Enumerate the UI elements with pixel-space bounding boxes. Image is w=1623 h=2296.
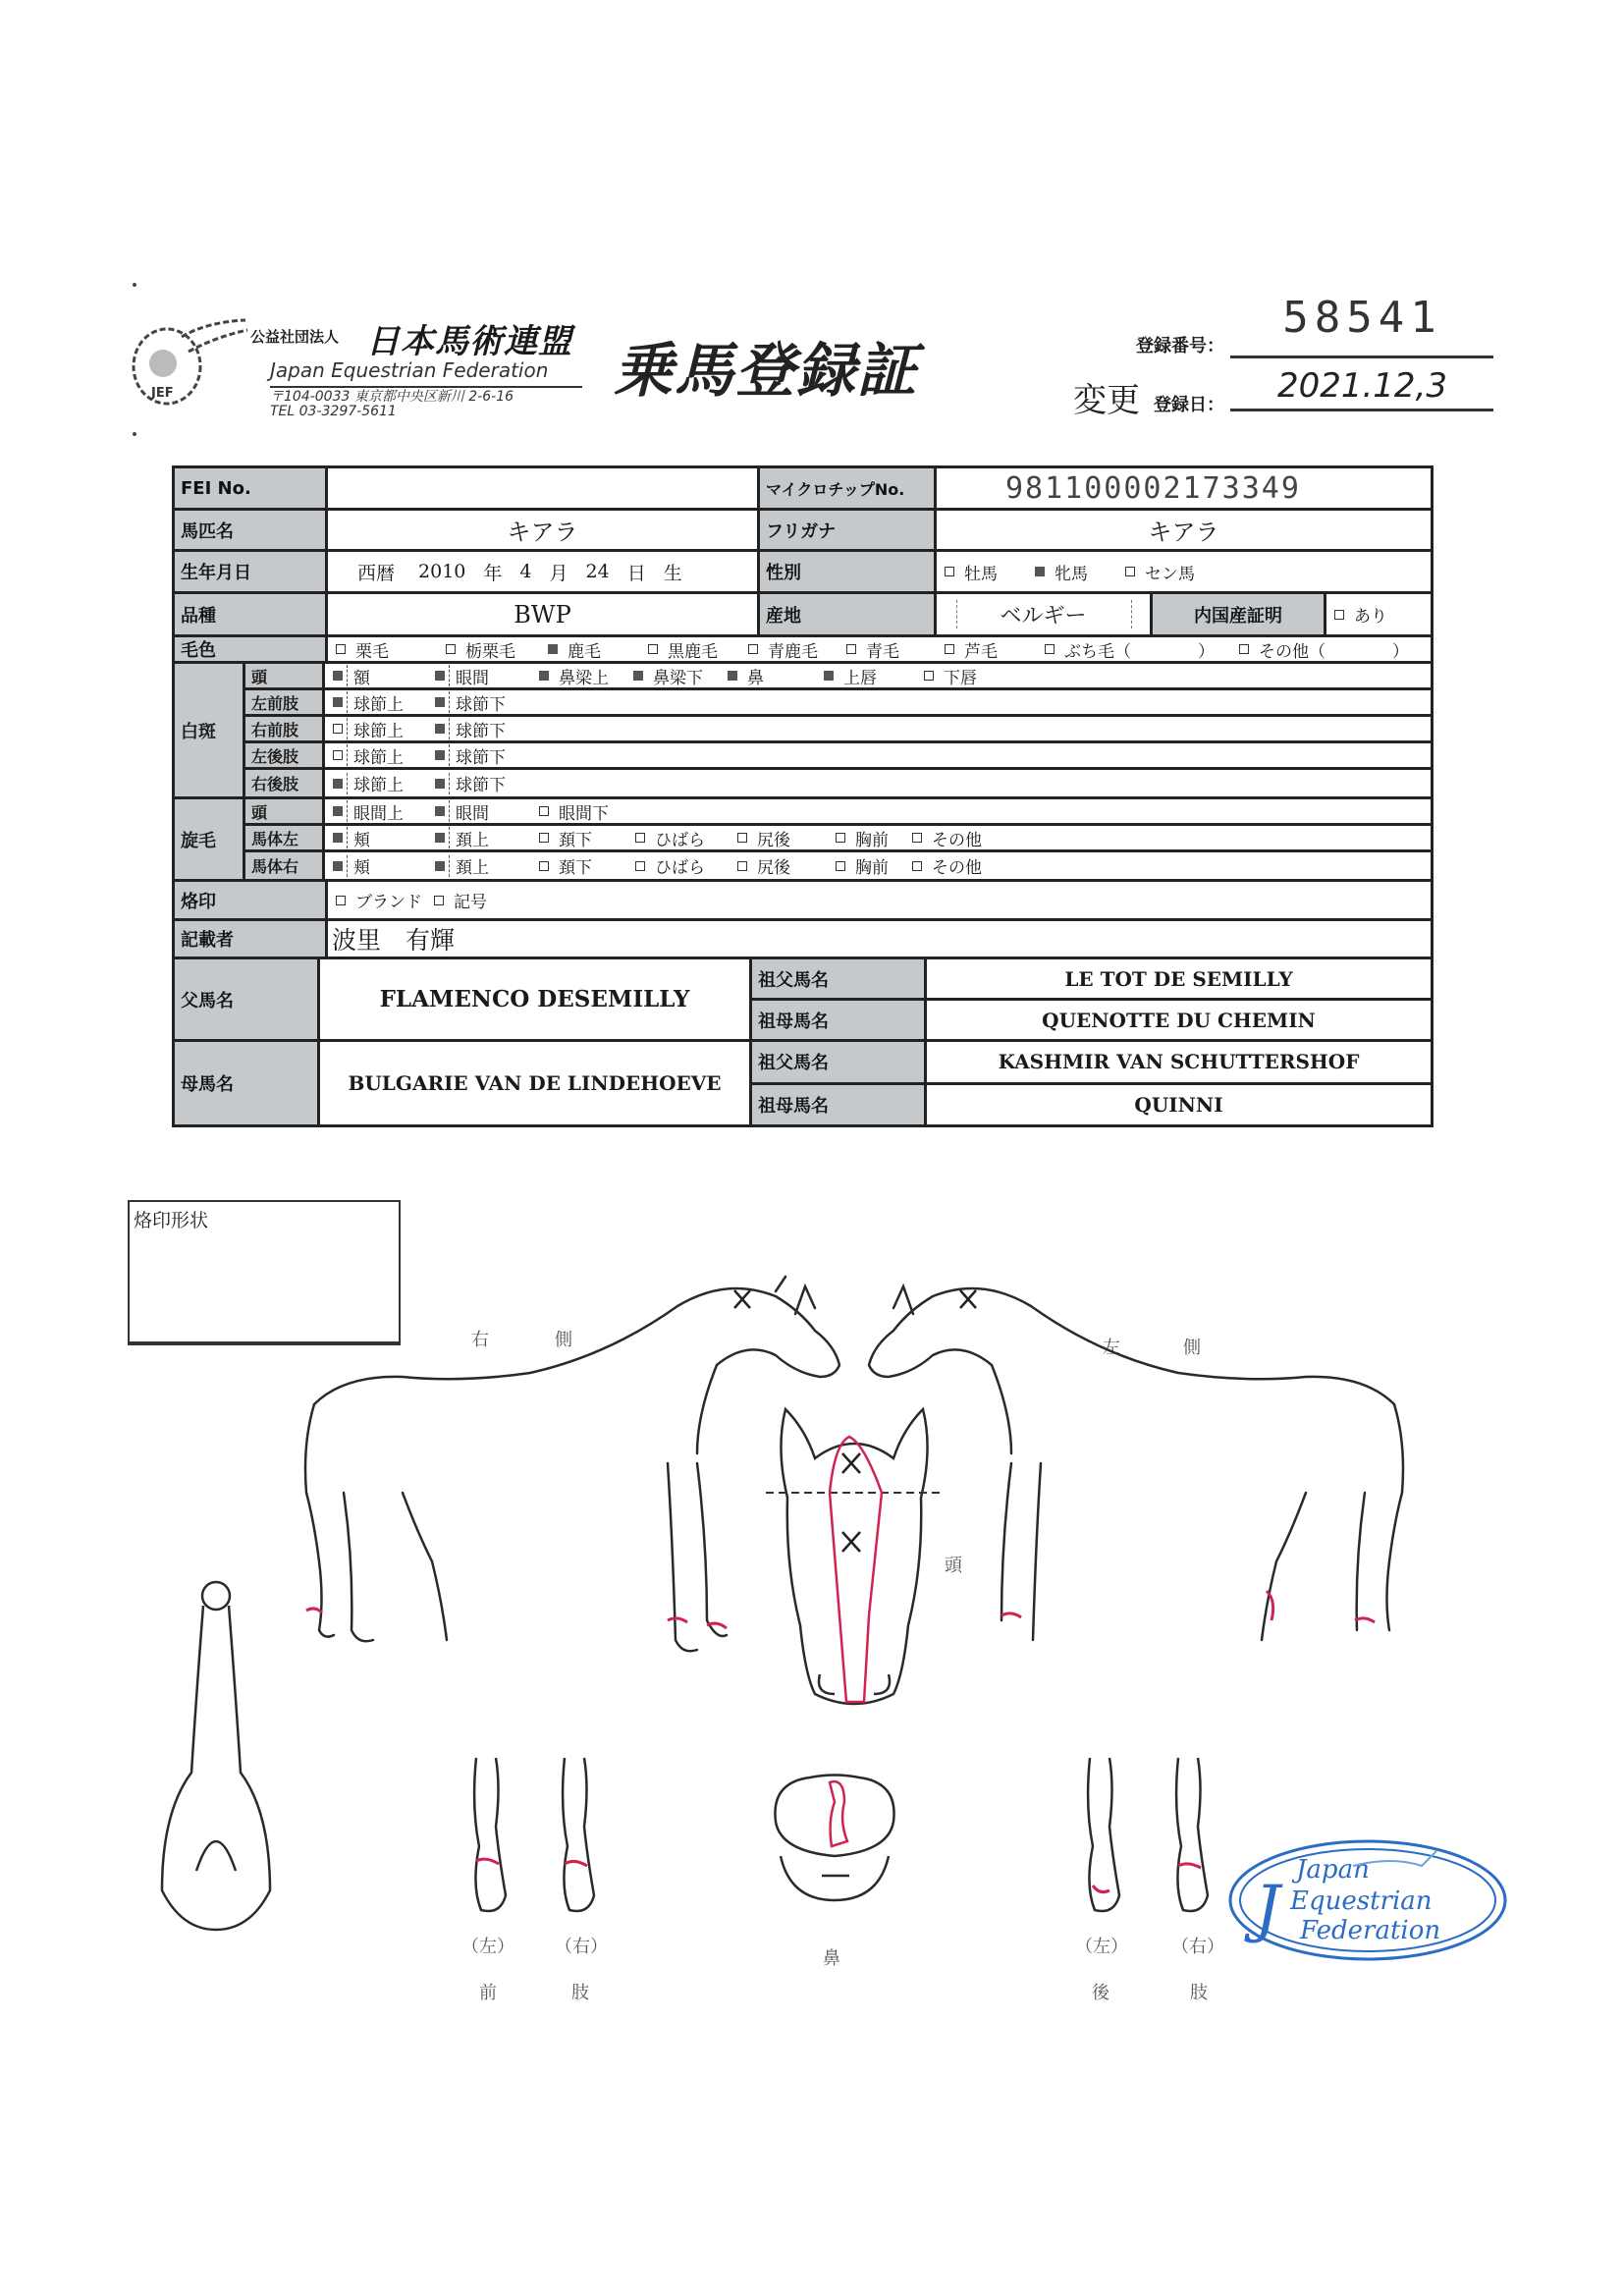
breed-field[interactable]: BWP: [328, 594, 760, 634]
domestic-cert-field: [1326, 594, 1431, 634]
fore-label-1: 前: [479, 1983, 497, 2003]
marking-option[interactable]: 球節下: [435, 771, 506, 795]
dashed-guide: [347, 800, 348, 822]
row-brand: [175, 882, 1431, 921]
whorl-option[interactable]: 眼間上: [333, 799, 435, 824]
microchip-number: 981100002173349: [1005, 470, 1301, 506]
marking-option[interactable]: 球節上: [333, 771, 435, 795]
dashed-guide: [449, 665, 450, 686]
whorl-option[interactable]: その他: [912, 826, 982, 850]
dashed-guide: [347, 665, 348, 686]
checkbox-checked[interactable]: [333, 806, 343, 816]
registration-date-label: 登録日：: [1154, 395, 1224, 415]
org-address-block: [270, 390, 514, 419]
whorl-option[interactable]: 頬: [333, 826, 435, 850]
checkbox-checked[interactable]: [333, 779, 343, 789]
white-marking-row-left-fore: [245, 690, 1431, 717]
jef-seal-stamp-icon: [1225, 1836, 1510, 1964]
marking-option[interactable]: 鼻梁下: [633, 664, 728, 688]
checkbox-checked[interactable]: [333, 833, 343, 843]
whorls-group: [175, 799, 1431, 882]
whorl-option[interactable]: 頚上: [435, 826, 539, 850]
dam-field[interactable]: BULGARIE VAN DE LINDEHOEVE: [320, 1042, 752, 1124]
svg-text:JEF: JEF: [151, 386, 174, 401]
whorl-body-left-options: [325, 826, 1431, 849]
checkbox-unchecked[interactable]: [945, 567, 954, 576]
brand-shape-label: 烙印形状: [134, 1210, 209, 1231]
checkbox-unchecked[interactable]: [648, 644, 658, 654]
dashed-guide: [449, 718, 450, 739]
org-tel: TEL 03-3297-5611: [270, 404, 397, 419]
dashed-guide: [449, 773, 450, 794]
svg-text:Federation: Federation: [1300, 1916, 1441, 1945]
scan-speck: [133, 283, 136, 287]
sire-label: 父馬名: [175, 959, 320, 1039]
muzzle-diagram: [761, 1763, 908, 1910]
brand-option-brand[interactable]: ブランド: [336, 888, 422, 912]
white-marking-left-hind-options: [325, 743, 1431, 767]
white-marking-left-hind-label: 左後肢: [245, 743, 325, 767]
checkbox-checked[interactable]: [333, 861, 343, 871]
brand-option-symbol[interactable]: 記号: [434, 888, 487, 912]
checkbox-unchecked[interactable]: [336, 896, 346, 905]
origin-field[interactable]: [937, 594, 1153, 634]
checkbox-checked[interactable]: [333, 697, 343, 707]
white-marking-right-fore-label: 右前肢: [245, 717, 325, 740]
coat-option[interactable]: その他（ ）: [1239, 637, 1409, 662]
dam-granddam-field[interactable]: QUINNI: [1134, 1092, 1223, 1117]
marking-option[interactable]: 球節上: [333, 690, 435, 715]
dashed-guide: [1131, 600, 1132, 629]
checkbox-checked[interactable]: [548, 644, 558, 654]
whorl-option[interactable]: 尻後: [737, 826, 836, 850]
checkbox-checked[interactable]: [333, 671, 343, 681]
org-address: 〒104-0033 東京都中央区新川 2-6-16: [270, 389, 514, 405]
fore-label-2: 肢: [571, 1983, 589, 2003]
birth-date-field[interactable]: [328, 552, 760, 591]
birth-date-label: 生年月日: [175, 552, 328, 591]
granddam-label: 祖母馬名: [752, 1085, 927, 1125]
domestic-cert-label: 内国産証明: [1153, 594, 1326, 634]
hindleg-diagram: [1075, 1748, 1222, 1925]
white-markings-group: [175, 664, 1431, 799]
whorl-option[interactable]: 頚下: [539, 826, 635, 850]
sire-grandsire-row: [752, 959, 1431, 1001]
hind-label-2: 肢: [1190, 1983, 1208, 2003]
checkbox-checked[interactable]: [435, 724, 445, 734]
registration-form-table: [172, 465, 1434, 1127]
row-sire: [175, 959, 1431, 1042]
checkbox-unchecked[interactable]: [748, 644, 758, 654]
whorl-row-head: [245, 799, 1431, 826]
row-name: [175, 511, 1431, 552]
white-marking-row-right-fore: [245, 717, 1431, 743]
whorl-option[interactable]: 胸前: [836, 826, 912, 850]
checkbox-checked[interactable]: [435, 779, 445, 789]
birth-era: 西暦: [357, 562, 396, 584]
fei-no-field[interactable]: [328, 468, 760, 508]
checkbox-unchecked[interactable]: [539, 861, 549, 871]
sire-granddam-field[interactable]: QUENOTTE DU CHEMIN: [1042, 1008, 1316, 1032]
hind-label-1: 後: [1092, 1983, 1109, 2003]
furigana-field[interactable]: キアラ: [1148, 519, 1219, 546]
microchip-field[interactable]: [937, 468, 1431, 508]
sire-grandsire-field[interactable]: LE TOT DE SEMILLY: [1064, 966, 1293, 991]
domestic-cert-option[interactable]: あり: [1334, 602, 1387, 627]
whorl-row-body-left: [245, 826, 1431, 852]
whorl-option[interactable]: 尻後: [737, 853, 836, 878]
registration-number: 58541: [1282, 293, 1442, 343]
horse-top-view-diagram: [152, 1576, 280, 1940]
whorl-body-right-label: 馬体右: [245, 852, 325, 879]
sex-option-gelding[interactable]: セン馬: [1125, 560, 1195, 584]
brand-label: 烙印: [175, 882, 328, 918]
left-side-label-2: 側: [1183, 1338, 1201, 1358]
recorder-label: 記載者: [175, 921, 328, 957]
whorls-rows: [245, 799, 1431, 879]
sire-granddam-row: [752, 1001, 1431, 1039]
white-marking-row-left-hind: [245, 743, 1431, 770]
checkbox-unchecked[interactable]: [333, 750, 343, 760]
right-side-label-1: 右: [471, 1330, 489, 1350]
white-marking-right-hind-options: [325, 770, 1431, 796]
dashed-guide: [449, 827, 450, 848]
coat-option[interactable]: 青鹿毛: [748, 637, 846, 662]
whorl-option[interactable]: 胸前: [836, 853, 912, 878]
checkbox-unchecked[interactable]: [1125, 567, 1135, 576]
dam-granddam-row: [752, 1085, 1431, 1125]
sire-field[interactable]: FLAMENCO DESEMILLY: [320, 959, 752, 1039]
registration-number-label: 登録番号：: [1136, 336, 1224, 356]
white-marking-left-fore-label: 左前肢: [245, 690, 325, 714]
whorl-option[interactable]: その他: [912, 853, 982, 878]
coat-option[interactable]: 黒鹿毛: [648, 637, 748, 662]
breed-label: 品種: [175, 594, 328, 634]
checkbox-unchecked[interactable]: [945, 644, 954, 654]
whorl-option[interactable]: 眼間: [435, 799, 539, 824]
checkbox-unchecked[interactable]: [434, 896, 444, 905]
checkbox-checked[interactable]: [728, 671, 737, 681]
checkbox-checked[interactable]: [435, 833, 445, 843]
whorl-option[interactable]: 眼間下: [539, 799, 609, 824]
granddam-label: 祖母馬名: [752, 1001, 927, 1039]
marking-option[interactable]: 上唇: [824, 664, 924, 688]
checkbox-unchecked[interactable]: [924, 671, 934, 681]
marking-option[interactable]: 眼間: [435, 664, 539, 688]
checkbox-checked[interactable]: [1035, 567, 1045, 576]
svg-text:Equestrian: Equestrian: [1290, 1886, 1433, 1916]
coat-color-options: [328, 637, 1431, 661]
white-marking-head-label: 頭: [245, 664, 325, 687]
white-markings-label: 白斑: [175, 664, 245, 796]
coat-option[interactable]: 栃栗毛: [446, 637, 548, 662]
origin-label: 産地: [760, 594, 937, 634]
fore-left-label: （左）: [461, 1937, 514, 1957]
whorl-option[interactable]: ひばら: [635, 853, 737, 878]
dashed-guide: [347, 855, 348, 877]
head-label: 頭: [945, 1556, 962, 1576]
birth-year: 2010: [418, 561, 466, 582]
birth-month-unit: 月: [549, 562, 568, 584]
dam-grandsire-row: [752, 1042, 1431, 1085]
birth-day-unit: 日: [626, 562, 646, 584]
checkbox-unchecked[interactable]: [836, 833, 845, 843]
checkbox-checked[interactable]: [633, 671, 643, 681]
dashed-guide: [449, 855, 450, 877]
org-kind: 公益社団法人: [250, 328, 340, 346]
dam-label: 母馬名: [175, 1042, 320, 1124]
whorl-body-right-options: [325, 852, 1431, 879]
dashed-guide: [347, 744, 348, 766]
checkbox-unchecked[interactable]: [539, 806, 549, 816]
change-mark: 変更: [1073, 381, 1140, 420]
checkbox-unchecked[interactable]: [333, 724, 343, 734]
brand-options: [328, 882, 1431, 918]
jef-logo-icon: [128, 312, 255, 410]
checkbox-checked[interactable]: [824, 671, 834, 681]
dashed-guide: [347, 691, 348, 713]
left-side-label-1: 左: [1103, 1338, 1120, 1358]
row-dam: [175, 1042, 1431, 1124]
dashed-guide: [449, 744, 450, 766]
hind-right-label: （右）: [1171, 1937, 1224, 1957]
horse-name-label: 馬匹名: [175, 511, 328, 549]
row-fei-microchip: [175, 468, 1431, 511]
furigana-label: フリガナ: [760, 511, 937, 549]
divider: [1230, 355, 1493, 358]
white-marking-left-fore-options: [325, 690, 1431, 714]
checkbox-unchecked[interactable]: [1239, 644, 1249, 654]
checkbox-unchecked[interactable]: [912, 833, 922, 843]
horse-name-field[interactable]: キアラ: [328, 511, 760, 549]
head-front-diagram: [756, 1390, 952, 1723]
row-birth-sex: [175, 552, 1431, 594]
coat-option[interactable]: 芦毛: [945, 637, 1045, 662]
foreleg-diagram: [461, 1748, 609, 1925]
checkbox-unchecked[interactable]: [1045, 644, 1055, 654]
marking-option[interactable]: 球節上: [333, 717, 435, 741]
org-name-jp: 日本馬術連盟: [366, 322, 572, 361]
whorl-body-left-label: 馬体左: [245, 826, 325, 849]
scan-speck: [133, 432, 136, 436]
grandsire-label: 祖父馬名: [752, 1042, 927, 1082]
sex-options: [937, 552, 1431, 591]
checkbox-checked[interactable]: [435, 697, 445, 707]
sex-label: 性別: [760, 552, 937, 591]
fore-right-label: （右）: [555, 1937, 608, 1957]
whorl-head-options: [325, 799, 1431, 823]
white-marking-row-head: [245, 664, 1431, 690]
whorls-label: 旋毛: [175, 799, 245, 879]
recorder-field[interactable]: 波里 有輝: [332, 926, 456, 955]
hind-left-label: （左）: [1075, 1937, 1128, 1957]
white-marking-right-fore-options: [325, 717, 1431, 740]
birth-year-unit: 年: [483, 562, 503, 584]
row-recorder: [175, 921, 1431, 959]
checkbox-unchecked[interactable]: [836, 861, 845, 871]
checkbox-unchecked[interactable]: [635, 833, 645, 843]
coat-option[interactable]: 鹿毛: [548, 637, 648, 662]
birth-day: 24: [585, 561, 610, 582]
marking-option[interactable]: 球節下: [435, 743, 506, 768]
divider: [270, 386, 582, 388]
coat-option[interactable]: 青毛: [846, 637, 945, 662]
marking-option[interactable]: 額: [333, 664, 435, 688]
whorl-option[interactable]: 頚上: [435, 853, 539, 878]
checkbox-unchecked[interactable]: [539, 833, 549, 843]
checkbox-checked[interactable]: [435, 861, 445, 871]
coat-option[interactable]: 栗毛: [336, 637, 446, 662]
sire-parents: [752, 959, 1431, 1039]
sex-option-stallion[interactable]: 牡馬: [945, 560, 998, 584]
svg-text:Japan: Japan: [1296, 1855, 1370, 1885]
marking-option[interactable]: 鼻: [728, 664, 824, 688]
checkbox-checked[interactable]: [435, 806, 445, 816]
checkbox-checked[interactable]: [539, 671, 549, 681]
marking-option[interactable]: 球節下: [435, 717, 506, 741]
muzzle-label: 鼻: [823, 1948, 840, 1969]
white-markings-rows: [245, 664, 1431, 796]
whorl-option[interactable]: ひばら: [635, 826, 737, 850]
document-title: 乗馬登録証: [614, 337, 918, 406]
whorl-row-body-right: [245, 852, 1431, 879]
org-name-en: Japan Equestrian Federation: [270, 358, 549, 382]
checkbox-unchecked[interactable]: [912, 861, 922, 871]
fei-no-label: FEI No.: [175, 468, 328, 508]
divider: [1230, 409, 1493, 411]
marking-option[interactable]: 球節上: [333, 743, 435, 768]
whorl-head-label: 頭: [245, 799, 325, 823]
dashed-guide: [347, 827, 348, 848]
dashed-guide: [449, 800, 450, 822]
checkbox-unchecked[interactable]: [846, 644, 856, 654]
dam-parents: [752, 1042, 1431, 1124]
white-marking-head-options: [325, 664, 1431, 687]
marking-option[interactable]: 鼻梁上: [539, 664, 633, 688]
whorl-option[interactable]: 頬: [333, 853, 435, 878]
birth-month: 4: [519, 561, 532, 582]
white-marking-row-right-hind: [245, 770, 1431, 796]
checkbox-checked[interactable]: [435, 750, 445, 760]
checkbox-unchecked[interactable]: [737, 833, 747, 843]
grandsire-label: 祖父馬名: [752, 959, 927, 998]
birth-suffix: 生: [663, 562, 682, 584]
microchip-label: マイクロチップNo.: [760, 468, 937, 508]
dashed-guide: [956, 600, 957, 629]
right-side-label-2: 側: [555, 1330, 572, 1350]
dashed-guide: [347, 718, 348, 739]
row-coat-color: [175, 637, 1431, 664]
coat-color-label: 毛色: [175, 637, 328, 661]
dam-grandsire-field[interactable]: KASHMIR VAN SCHUTTERSHOF: [998, 1050, 1360, 1074]
checkbox-checked[interactable]: [435, 671, 445, 681]
dashed-guide: [347, 773, 348, 794]
checkbox-unchecked[interactable]: [446, 644, 456, 654]
dashed-guide: [449, 691, 450, 713]
marking-option[interactable]: 下唇: [924, 664, 977, 688]
white-marking-right-hind-label: 右後肢: [245, 770, 325, 796]
checkbox-unchecked[interactable]: [1334, 610, 1344, 620]
svg-text:J: J: [1255, 1873, 1280, 1945]
checkbox-unchecked[interactable]: [737, 861, 747, 871]
whorl-option[interactable]: 頚下: [539, 853, 635, 878]
checkbox-unchecked[interactable]: [635, 861, 645, 871]
row-breed-origin: [175, 594, 1431, 637]
origin-value: ベルギー: [1000, 604, 1087, 629]
registration-date: 2021.12,3: [1276, 366, 1448, 406]
marking-option[interactable]: 球節下: [435, 690, 506, 715]
coat-option[interactable]: ぶち毛（ ）: [1045, 637, 1239, 662]
checkbox-unchecked[interactable]: [336, 644, 346, 654]
sex-option-mare[interactable]: 牝馬: [1035, 560, 1088, 584]
